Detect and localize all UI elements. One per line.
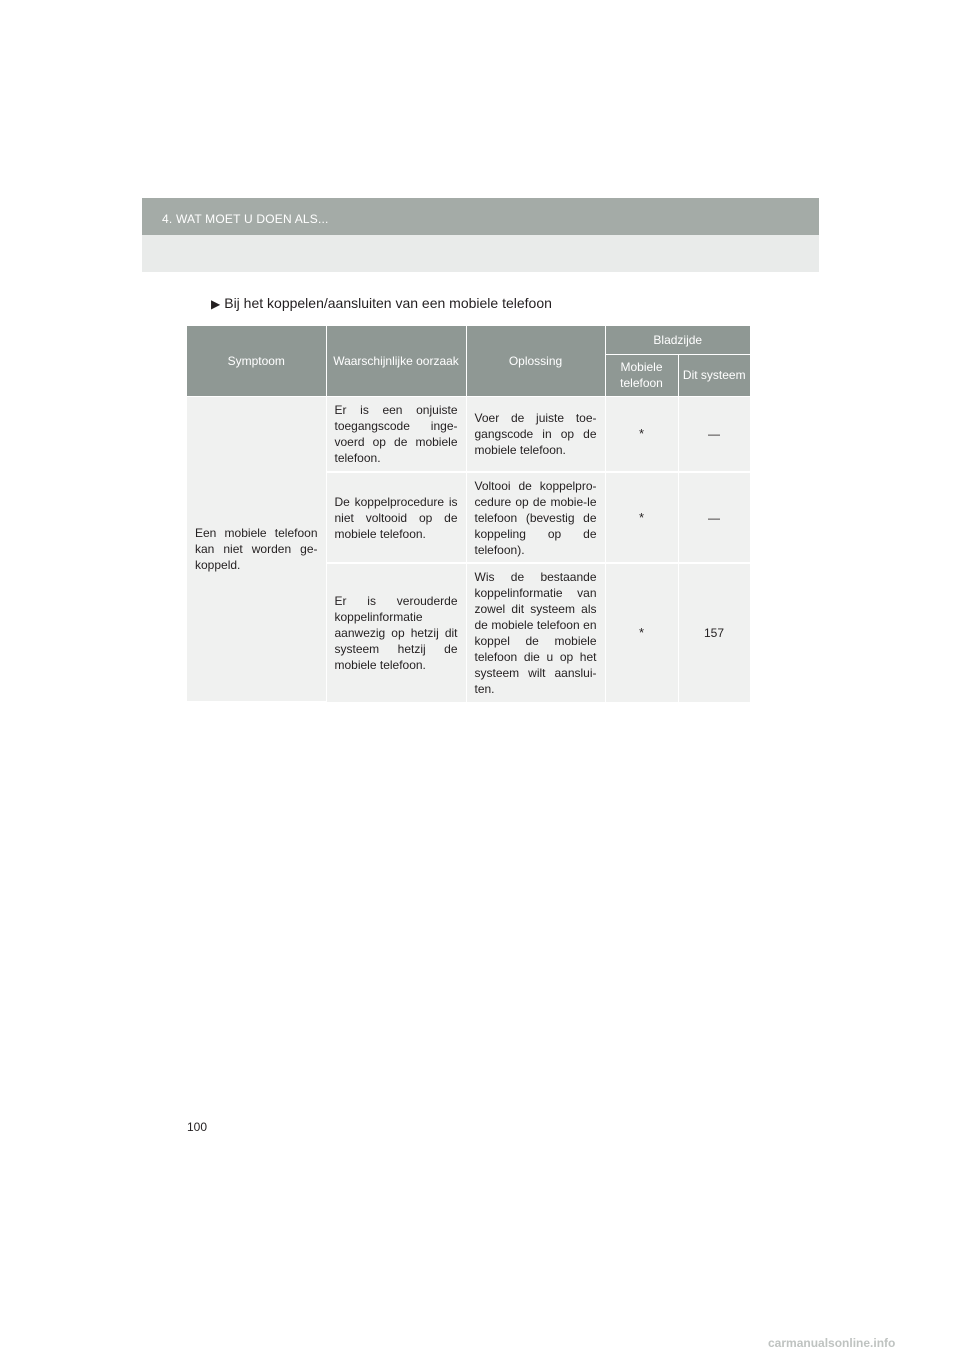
system-page-cell: — (678, 472, 750, 563)
solution-cell: Voltooi de koppelpro-cedure op de mobie-le telefoon (bevestig de koppeling op de telefoon). (466, 472, 605, 563)
header-page: Bladzijde (605, 326, 750, 354)
subheading (211, 295, 552, 311)
section-header-bar (142, 198, 819, 235)
table-row (187, 396, 750, 472)
cause-cell: De koppelprocedure is niet voltooid op de mobiele telefoon. (326, 472, 466, 563)
mobile-page-cell (605, 472, 678, 563)
header-system-page: Dit systeem (678, 354, 750, 396)
asterisk-icon: * (638, 509, 645, 525)
system-page-cell: — (678, 396, 750, 472)
header-mobile-page: Mobiele telefoon (605, 354, 678, 396)
section-title: 4. WAT MOET U DOEN ALS... (162, 212, 329, 226)
asterisk-icon: * (638, 425, 645, 441)
solution-cell: Voer de juiste toe-gangscode in op de mobiele telefoon. (466, 396, 605, 472)
symptom-cell: Een mobiele telefoon kan niet worden ge-koppeld. (187, 396, 326, 702)
mobile-page-cell (605, 563, 678, 702)
watermark-text: carmanualsonline.info (768, 1336, 896, 1350)
cause-cell: Er is een onjuiste toegangscode inge-voerd op de mobiele telefoon. (326, 396, 466, 472)
section-header (142, 198, 819, 272)
header-symptom: Symptoom (187, 326, 326, 396)
subheading-text: Bij het koppelen/aansluiten van een mobiele telefoon (224, 295, 552, 311)
header-solution: Oplossing (466, 326, 605, 396)
troubleshooting-table (187, 326, 751, 703)
header-cause: Waarschijnlijke oorzaak (326, 326, 466, 396)
triangle-marker-icon: ▶ (211, 297, 221, 311)
system-page-cell: 157 (678, 563, 750, 702)
mobile-page-cell (605, 396, 678, 472)
asterisk-icon: * (638, 625, 645, 640)
cause-cell: Er is verouderde koppelinformatie aanwezig op hetzij dit systeem hetzij de mobiele telefoon. (326, 563, 466, 702)
solution-cell: Wis de bestaande koppelinformatie van zowel dit systeem als de mobiele telefoon en koppel de mobiele telefoon die u op het systeem wilt aanslui-ten. (466, 563, 605, 702)
page-number: 100 (187, 1120, 208, 1134)
